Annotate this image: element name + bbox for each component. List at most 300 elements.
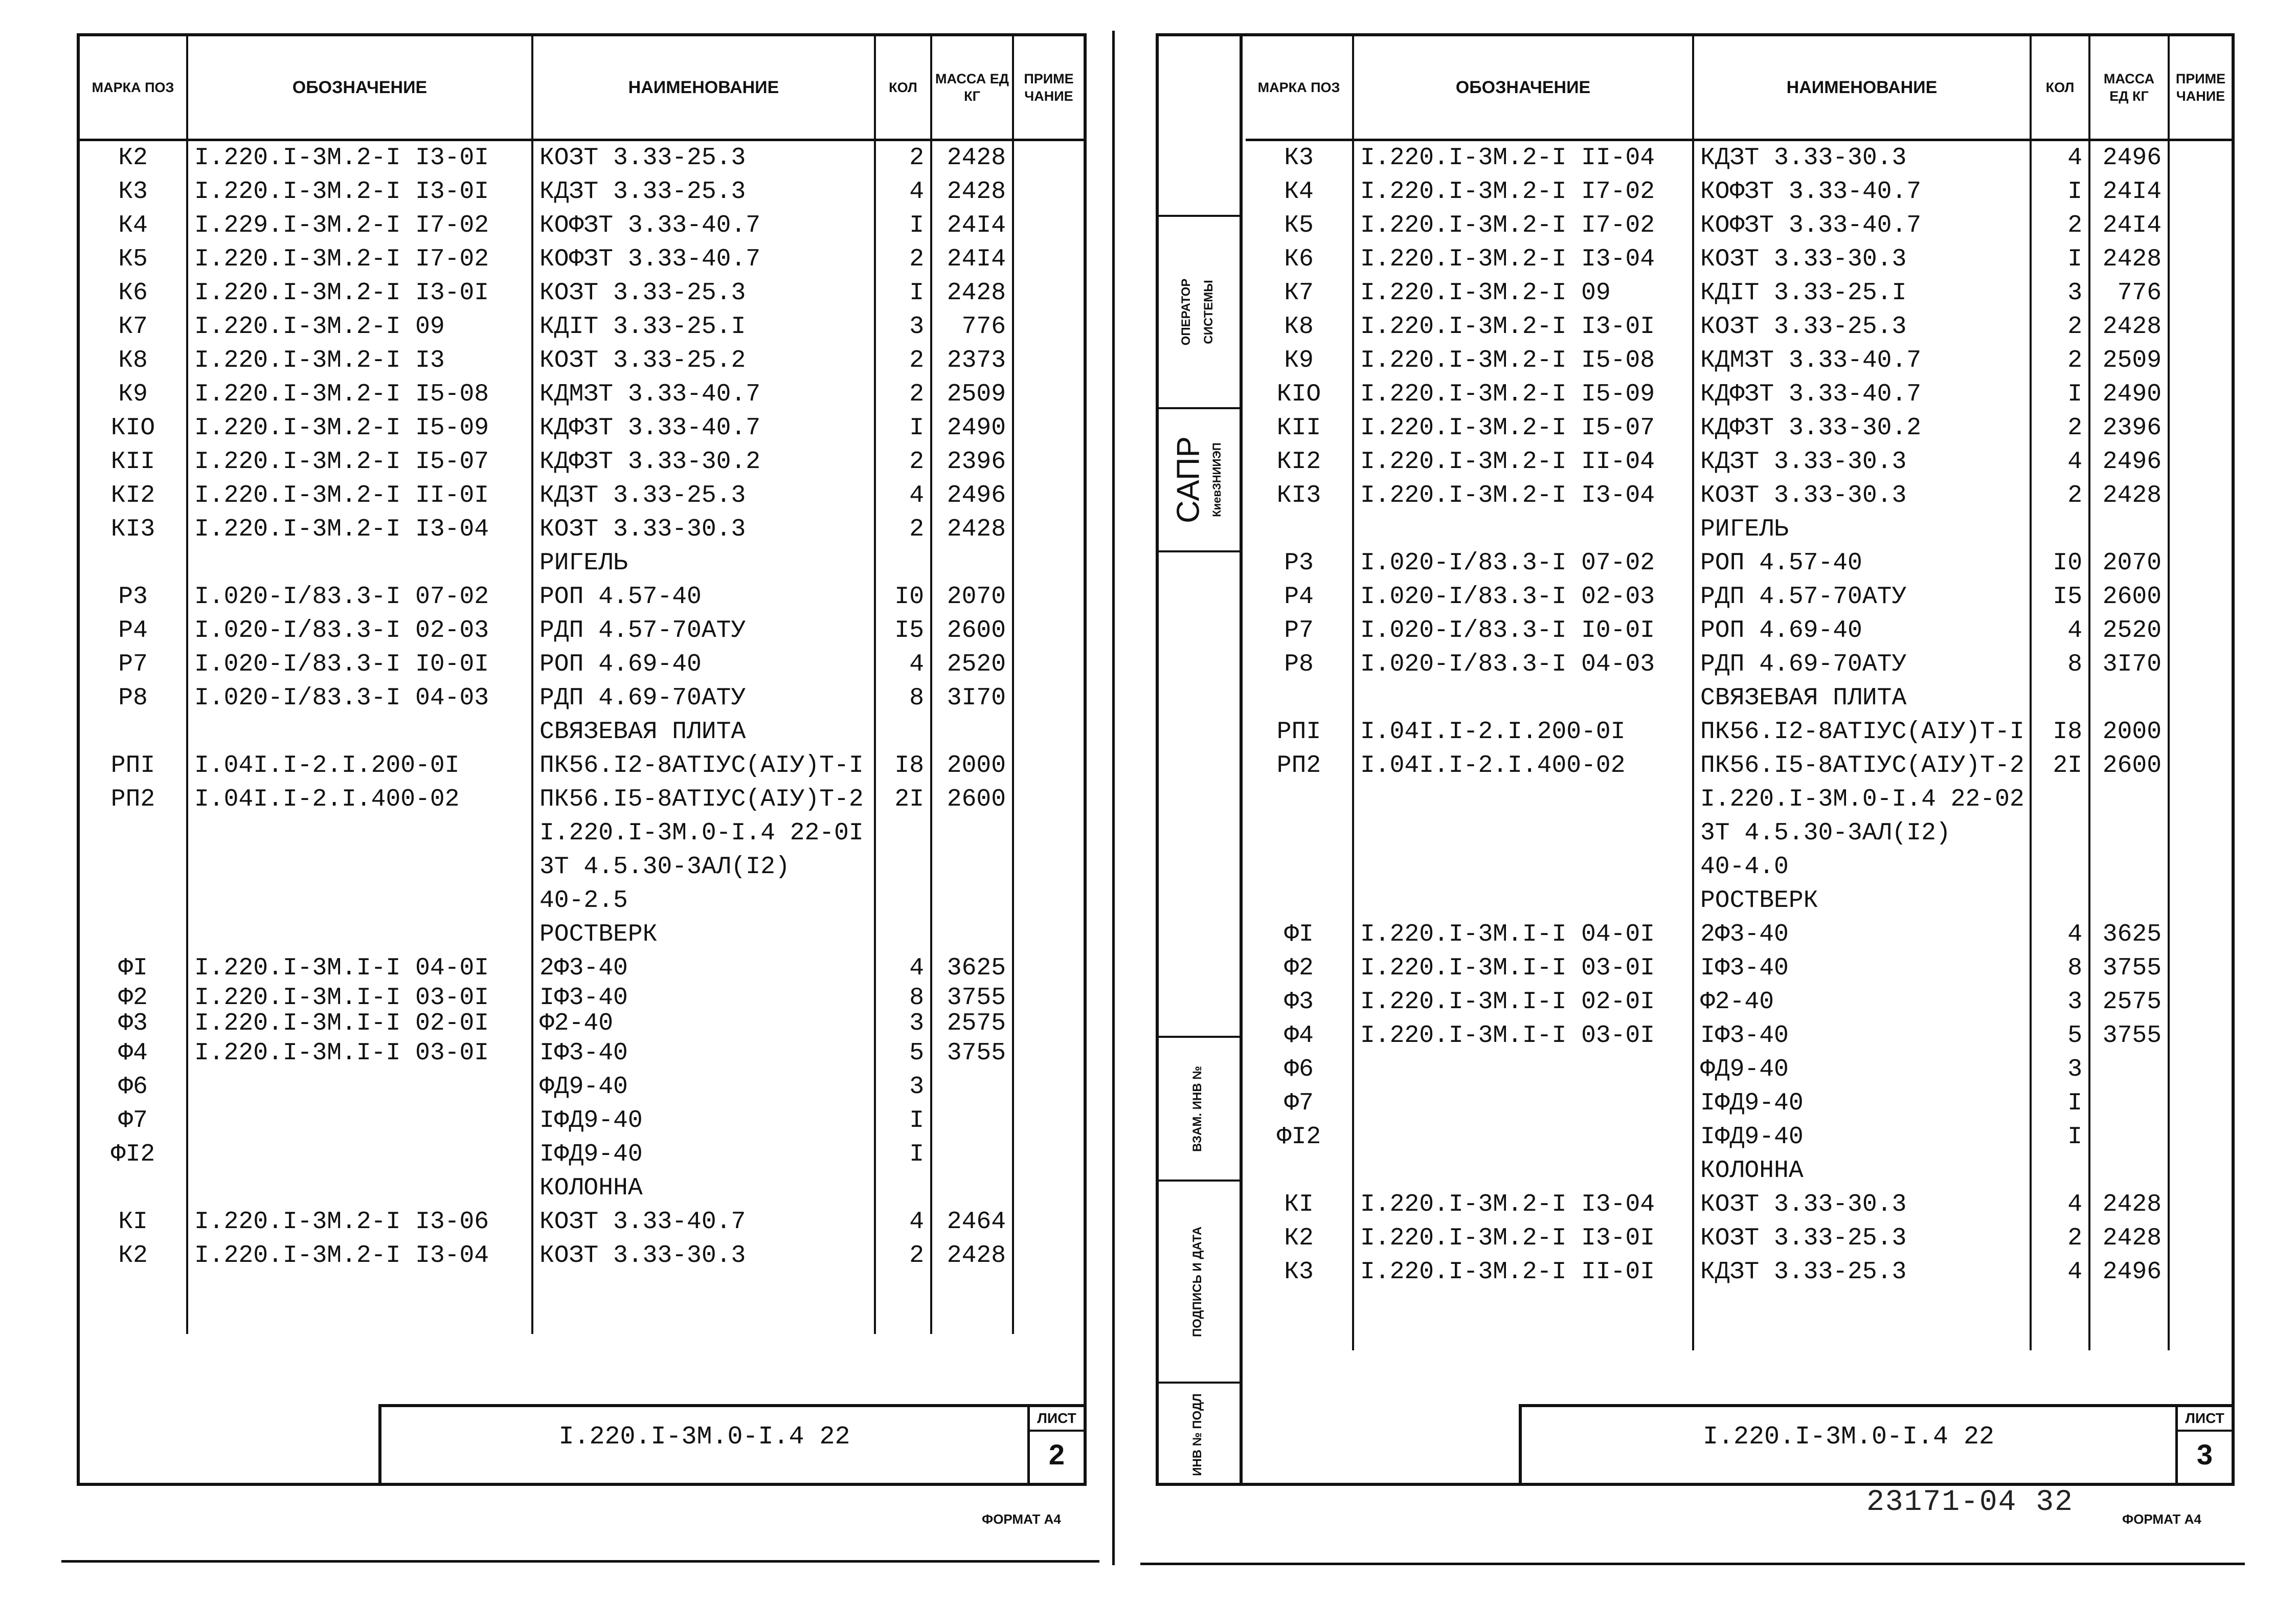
left-spec-body bbox=[80, 140, 1084, 1334]
name-cell: КДЗТ 3.33-25.3 bbox=[532, 175, 875, 209]
left-sheet bbox=[0, 0, 1120, 1602]
designation-cell bbox=[1353, 681, 1693, 715]
name-cell: ПК56.I2-8АТIУС(АIУ)Т-I bbox=[1693, 715, 2031, 749]
mark-cell: Р3 bbox=[80, 580, 187, 614]
name-cell: КДЗТ 3.33-25.3 bbox=[1693, 1255, 2031, 1289]
name-cell: IФД9-40 bbox=[1693, 1086, 2031, 1120]
table-row bbox=[80, 783, 1084, 816]
mark-cell: Р8 bbox=[1246, 648, 1353, 681]
table-row bbox=[1246, 985, 2232, 1019]
designation-cell: I.220.I-3M.I-I 03-0I bbox=[187, 1036, 532, 1070]
mass-cell bbox=[931, 918, 1013, 951]
name-cell: 40-4.0 bbox=[1693, 850, 2031, 884]
qty-cell: I bbox=[2031, 1086, 2089, 1120]
note-cell bbox=[1013, 546, 1084, 580]
mark-cell: Ф6 bbox=[1246, 1053, 1353, 1086]
note-cell bbox=[2169, 445, 2232, 479]
designation-cell bbox=[187, 1070, 532, 1104]
mass-cell: 2496 bbox=[931, 479, 1013, 513]
name-cell: КОЗТ 3.33-30.3 bbox=[1693, 1188, 2031, 1221]
name-cell: ФД9-40 bbox=[1693, 1053, 2031, 1086]
mark-cell: К9 bbox=[80, 377, 187, 411]
mark-cell bbox=[80, 816, 187, 850]
qty-cell bbox=[875, 850, 931, 884]
name-cell: КОЗТ 3.33-25.2 bbox=[532, 344, 875, 377]
name-cell: РДП 4.69-70АТУ bbox=[1693, 648, 2031, 681]
name-cell: РОП 4.57-40 bbox=[1693, 546, 2031, 580]
name-cell: КДЗТ 3.33-30.3 bbox=[1693, 445, 2031, 479]
table-row bbox=[1246, 1120, 2232, 1154]
note-cell bbox=[2169, 884, 2232, 918]
designation-cell: I.04I.I-2.I.400-02 bbox=[187, 783, 532, 816]
table-row bbox=[1246, 749, 2232, 783]
table-row bbox=[80, 1138, 1084, 1171]
mass-cell: 2464 bbox=[931, 1205, 1013, 1239]
qty-cell: I bbox=[875, 1138, 931, 1171]
mark-cell: К3 bbox=[80, 175, 187, 209]
mass-cell: 2000 bbox=[931, 749, 1013, 783]
org-label: КиевЗНИИЭП bbox=[1210, 442, 1223, 517]
note-cell bbox=[1013, 1205, 1084, 1239]
mass-cell: 24I4 bbox=[2089, 209, 2169, 242]
table-row bbox=[1246, 411, 2232, 445]
name-cell: ФД9-40 bbox=[532, 1070, 875, 1104]
section-title: РОСТВЕРК bbox=[532, 918, 875, 951]
qty-cell: 3 bbox=[875, 1011, 931, 1036]
qty-cell bbox=[2031, 850, 2089, 884]
table-row bbox=[1246, 1019, 2232, 1053]
qty-cell: I5 bbox=[2031, 580, 2089, 614]
qty-cell: I bbox=[875, 1104, 931, 1138]
note-cell bbox=[2169, 580, 2232, 614]
right-sheet-number: 3 bbox=[2196, 1438, 2213, 1471]
section-row bbox=[80, 715, 1084, 749]
mass-cell: 3755 bbox=[931, 1036, 1013, 1070]
table-row bbox=[80, 445, 1084, 479]
note-cell bbox=[2169, 513, 2232, 546]
designation-cell: I.220.I-3M.2-I I3-0I bbox=[1353, 310, 1693, 344]
note-cell bbox=[2169, 951, 2232, 985]
name-cell: КДФЗТ 3.33-30.2 bbox=[532, 445, 875, 479]
note-cell bbox=[2169, 175, 2232, 209]
name-cell: ПК56.I5-8АТIУС(АIУ)Т-2 bbox=[532, 783, 875, 816]
table-row bbox=[80, 614, 1084, 648]
designation-cell: I.020-I/83.3-I 07-02 bbox=[187, 580, 532, 614]
mark-cell: КI bbox=[80, 1205, 187, 1239]
section-row bbox=[80, 918, 1084, 951]
note-cell bbox=[1013, 580, 1084, 614]
mark-cell: Р3 bbox=[1246, 546, 1353, 580]
qty-cell: 2I bbox=[875, 783, 931, 816]
mark-cell: КI3 bbox=[1246, 479, 1353, 513]
table-row bbox=[1246, 783, 2232, 816]
qty-cell: 2 bbox=[875, 513, 931, 546]
mark-cell: К8 bbox=[1246, 310, 1353, 344]
filler-cell bbox=[532, 1273, 875, 1334]
right-sheet-label: ЛИСТ bbox=[2178, 1407, 2232, 1432]
table-row bbox=[1246, 648, 2232, 681]
name-cell: РОП 4.69-40 bbox=[532, 648, 875, 681]
designation-cell: I.020-I/83.3-I 07-02 bbox=[1353, 546, 1693, 580]
col-mass-header: МАССА ЕД КГ bbox=[2089, 36, 2169, 140]
mass-cell bbox=[2089, 681, 2169, 715]
table-row bbox=[1246, 918, 2232, 951]
table-row bbox=[80, 681, 1084, 715]
col-qty-header: КОЛ bbox=[875, 36, 931, 140]
section-row bbox=[1246, 681, 2232, 715]
table-row bbox=[80, 1036, 1084, 1070]
qty-cell bbox=[2031, 681, 2089, 715]
col-note-header: ПРИМЕ ЧАНИЕ bbox=[2169, 36, 2232, 140]
mass-cell: 2509 bbox=[2089, 344, 2169, 377]
name-cell: КОЗТ 3.33-30.3 bbox=[532, 513, 875, 546]
designation-cell: I.020-I/83.3-I I0-0I bbox=[1353, 614, 1693, 648]
note-cell bbox=[1013, 310, 1084, 344]
name-cell: КОФЗТ 3.33-40.7 bbox=[532, 242, 875, 276]
note-cell bbox=[1013, 1104, 1084, 1138]
designation-cell: I.220.I-3M.2-I I5-08 bbox=[1353, 344, 1693, 377]
qty-cell: 2 bbox=[2031, 344, 2089, 377]
note-cell bbox=[2169, 377, 2232, 411]
designation-cell: I.220.I-3M.2-I I3-04 bbox=[187, 513, 532, 546]
qty-cell: 4 bbox=[875, 479, 931, 513]
mark-cell bbox=[80, 850, 187, 884]
name-cell: 3Т 4.5.30-3АЛ(I2) bbox=[532, 850, 875, 884]
note-cell bbox=[1013, 749, 1084, 783]
note-cell bbox=[1013, 411, 1084, 445]
name-cell: КОЗТ 3.33-25.3 bbox=[1693, 1221, 2031, 1255]
mark-cell: КI2 bbox=[80, 479, 187, 513]
qty-cell bbox=[875, 715, 931, 749]
table-row bbox=[1246, 1255, 2232, 1289]
table-row bbox=[1246, 614, 2232, 648]
mass-cell: 2600 bbox=[931, 614, 1013, 648]
mark-cell: К7 bbox=[1246, 276, 1353, 310]
name-cell: КДЗТ 3.33-25.3 bbox=[532, 479, 875, 513]
note-cell bbox=[2169, 715, 2232, 749]
mass-cell bbox=[2089, 884, 2169, 918]
table-row bbox=[1246, 344, 2232, 377]
designation-cell: I.220.I-3M.2-I I3 bbox=[187, 344, 532, 377]
qty-cell: 2 bbox=[875, 445, 931, 479]
col-mark-header: МАРКА ПОЗ bbox=[80, 36, 187, 140]
mark-cell: К4 bbox=[1246, 175, 1353, 209]
note-cell bbox=[2169, 276, 2232, 310]
note-cell bbox=[1013, 1011, 1084, 1036]
designation-cell: I.220.I-3M.2-I I5-07 bbox=[187, 445, 532, 479]
name-cell: РОП 4.69-40 bbox=[1693, 614, 2031, 648]
mass-cell: 2520 bbox=[931, 648, 1013, 681]
designation-cell bbox=[187, 1104, 532, 1138]
mass-cell: 2600 bbox=[931, 783, 1013, 816]
mass-cell: 2428 bbox=[2089, 310, 2169, 344]
note-cell bbox=[2169, 816, 2232, 850]
mass-cell: 3755 bbox=[2089, 1019, 2169, 1053]
note-cell bbox=[2169, 1221, 2232, 1255]
designation-cell: I.04I.I-2.I.400-02 bbox=[1353, 749, 1693, 783]
note-cell bbox=[1013, 445, 1084, 479]
filler-cell bbox=[1246, 1289, 1353, 1350]
left-sheet-cell bbox=[1027, 1407, 1084, 1483]
name-cell: КОФЗТ 3.33-40.7 bbox=[532, 209, 875, 242]
mark-cell: Ф6 bbox=[80, 1070, 187, 1104]
note-cell bbox=[2169, 411, 2232, 445]
sapr-stamp bbox=[1156, 409, 1240, 552]
left-title-block bbox=[378, 1404, 1084, 1483]
mark-cell: ФI2 bbox=[80, 1138, 187, 1171]
qty-cell: 2 bbox=[875, 344, 931, 377]
note-cell bbox=[1013, 918, 1084, 951]
designation-cell bbox=[1353, 816, 1693, 850]
name-cell: Ф2-40 bbox=[532, 1011, 875, 1036]
col-name-header: НАИМЕНОВАНИЕ bbox=[1693, 36, 2031, 140]
mass-cell: 2428 bbox=[2089, 242, 2169, 276]
left-spec-table bbox=[80, 36, 1084, 1334]
mass-cell: 2373 bbox=[931, 344, 1013, 377]
table-row bbox=[80, 242, 1084, 276]
mark-cell: КI bbox=[1246, 1188, 1353, 1221]
mark-cell: КII bbox=[80, 445, 187, 479]
name-cell: РОП 4.57-40 bbox=[532, 580, 875, 614]
note-cell bbox=[2169, 1154, 2232, 1188]
name-cell: 2Ф3-40 bbox=[532, 951, 875, 985]
qty-cell: 8 bbox=[2031, 648, 2089, 681]
note-cell bbox=[1013, 209, 1084, 242]
designation-cell bbox=[1353, 884, 1693, 918]
note-cell bbox=[1013, 681, 1084, 715]
mass-cell: 2496 bbox=[2089, 1255, 2169, 1289]
mark-cell bbox=[80, 715, 187, 749]
designation-cell: I.220.I-3M.I-I 02-0I bbox=[1353, 985, 1693, 1019]
qty-cell: I8 bbox=[875, 749, 931, 783]
mass-cell: 2490 bbox=[2089, 377, 2169, 411]
qty-cell: 2 bbox=[875, 140, 931, 175]
mass-cell: 24I4 bbox=[2089, 175, 2169, 209]
table-row bbox=[1246, 1188, 2232, 1221]
name-cell: РДП 4.69-70АТУ bbox=[532, 681, 875, 715]
name-cell: КДМЗТ 3.33-40.7 bbox=[1693, 344, 2031, 377]
table-row bbox=[1246, 816, 2232, 850]
qty-cell: 8 bbox=[2031, 951, 2089, 985]
mark-cell: К5 bbox=[80, 242, 187, 276]
col-mark-header: МАРКА ПОЗ bbox=[1246, 36, 1353, 140]
sign-label: ПОДПИСЬ И ДАТА bbox=[1190, 1226, 1204, 1337]
filler-cell bbox=[1693, 1289, 2031, 1350]
table-row bbox=[80, 1239, 1084, 1273]
note-cell bbox=[2169, 1053, 2232, 1086]
qty-cell bbox=[875, 918, 931, 951]
name-cell: РДП 4.57-70АТУ bbox=[1693, 580, 2031, 614]
designation-cell: I.220.I-3M.2-I II-04 bbox=[1353, 445, 1693, 479]
section-row bbox=[1246, 1154, 2232, 1188]
qty-cell: 2 bbox=[2031, 1221, 2089, 1255]
table-row bbox=[80, 276, 1084, 310]
qty-cell: 2 bbox=[2031, 209, 2089, 242]
qty-cell: 2 bbox=[2031, 310, 2089, 344]
table-row bbox=[1246, 175, 2232, 209]
col-designation-header: ОБОЗНАЧЕНИЕ bbox=[1353, 36, 1693, 140]
mass-cell bbox=[2089, 816, 2169, 850]
table-row bbox=[1246, 1221, 2232, 1255]
mass-cell bbox=[931, 715, 1013, 749]
right-binding-strip bbox=[1156, 33, 1243, 1486]
mark-cell bbox=[80, 918, 187, 951]
mass-cell bbox=[2089, 513, 2169, 546]
qty-cell bbox=[2031, 884, 2089, 918]
mark-cell bbox=[1246, 816, 1353, 850]
note-cell bbox=[2169, 546, 2232, 580]
note-cell bbox=[2169, 209, 2232, 242]
table-row bbox=[80, 1011, 1084, 1036]
name-cell: РДП 4.57-70АТУ bbox=[532, 614, 875, 648]
qty-cell: 2 bbox=[875, 377, 931, 411]
section-title: СВЯЗЕВАЯ ПЛИТА bbox=[1693, 681, 2031, 715]
mark-cell: К2 bbox=[80, 140, 187, 175]
mark-cell bbox=[80, 884, 187, 918]
name-cell: I.220.I-3M.0-I.4 22-0I bbox=[532, 816, 875, 850]
filler-cell bbox=[187, 1273, 532, 1334]
qty-cell: 4 bbox=[875, 1205, 931, 1239]
table-row bbox=[80, 749, 1084, 783]
sapr-label: САПР bbox=[1170, 436, 1206, 523]
table-row bbox=[1246, 1086, 2232, 1120]
name-cell: КОФЗТ 3.33-40.7 bbox=[1693, 209, 2031, 242]
name-cell: IФД9-40 bbox=[532, 1104, 875, 1138]
table-row bbox=[80, 884, 1084, 918]
right-header-row bbox=[1246, 36, 2232, 140]
left-format-label: ФОРМАТ А4 bbox=[982, 1511, 1061, 1527]
mark-cell: Ф4 bbox=[80, 1036, 187, 1070]
name-cell: ПК56.I5-8АТIУС(АIУ)Т-2 bbox=[1693, 749, 2031, 783]
designation-cell: I.020-I/83.3-I 02-03 bbox=[1353, 580, 1693, 614]
name-cell: КДМЗТ 3.33-40.7 bbox=[532, 377, 875, 411]
mass-cell bbox=[931, 850, 1013, 884]
qty-cell: 4 bbox=[875, 648, 931, 681]
note-cell bbox=[2169, 749, 2232, 783]
mark-cell: К6 bbox=[1246, 242, 1353, 276]
mass-cell: 3I70 bbox=[2089, 648, 2169, 681]
filler-cell bbox=[1013, 1273, 1084, 1334]
designation-cell bbox=[187, 884, 532, 918]
table-row bbox=[80, 344, 1084, 377]
mass-cell: 2428 bbox=[2089, 479, 2169, 513]
table-row bbox=[80, 850, 1084, 884]
name-cell: КДIТ 3.33-25.I bbox=[532, 310, 875, 344]
note-cell bbox=[1013, 1070, 1084, 1104]
designation-cell: I.220.I-3M.2-I I5-09 bbox=[187, 411, 532, 445]
mark-cell: Р7 bbox=[80, 648, 187, 681]
mass-cell bbox=[2089, 1154, 2169, 1188]
note-cell bbox=[1013, 850, 1084, 884]
note-cell bbox=[2169, 1019, 2232, 1053]
left-sheet-edge bbox=[1112, 31, 1115, 1565]
operator-stamp bbox=[1156, 215, 1240, 409]
mark-cell bbox=[1246, 681, 1353, 715]
note-cell bbox=[2169, 985, 2232, 1019]
right-spec-body bbox=[1246, 140, 2232, 1351]
table-row bbox=[1246, 209, 2232, 242]
mark-cell: Р4 bbox=[1246, 580, 1353, 614]
qty-cell: 4 bbox=[2031, 445, 2089, 479]
mark-cell: КII bbox=[1246, 411, 1353, 445]
qty-cell: 5 bbox=[2031, 1019, 2089, 1053]
mass-cell bbox=[931, 816, 1013, 850]
filler-cell bbox=[1353, 1289, 1693, 1350]
table-row bbox=[80, 580, 1084, 614]
mass-cell bbox=[931, 546, 1013, 580]
mass-cell: 2600 bbox=[2089, 749, 2169, 783]
designation-cell: I.220.I-3M.I-I 03-0I bbox=[1353, 951, 1693, 985]
note-cell bbox=[1013, 1036, 1084, 1070]
designation-cell: I.220.I-3M.I-I 04-0I bbox=[1353, 918, 1693, 951]
table-row bbox=[1246, 850, 2232, 884]
section-title: КОЛОННА bbox=[1693, 1154, 2031, 1188]
note-cell bbox=[1013, 648, 1084, 681]
qty-cell bbox=[875, 546, 931, 580]
section-title: СВЯЗЕВАЯ ПЛИТА bbox=[532, 715, 875, 749]
note-cell bbox=[2169, 614, 2232, 648]
designation-cell: I.220.I-3M.2-I 09 bbox=[187, 310, 532, 344]
mark-cell: К4 bbox=[80, 209, 187, 242]
note-cell bbox=[1013, 175, 1084, 209]
qty-cell: 4 bbox=[2031, 1255, 2089, 1289]
qty-cell: 3 bbox=[875, 310, 931, 344]
mass-cell: 3625 bbox=[2089, 918, 2169, 951]
designation-cell bbox=[187, 546, 532, 580]
mark-cell: Ф7 bbox=[80, 1104, 187, 1138]
designation-cell: I.220.I-3M.2-I I3-0I bbox=[187, 140, 532, 175]
mass-cell bbox=[2089, 1086, 2169, 1120]
mass-cell bbox=[2089, 1053, 2169, 1086]
mark-cell: КI2 bbox=[1246, 445, 1353, 479]
mass-cell: 2070 bbox=[2089, 546, 2169, 580]
left-doc-code: I.220.I-3M.0-I.4 22 bbox=[558, 1422, 850, 1452]
left-bottom-rule bbox=[61, 1560, 1099, 1563]
designation-cell: I.220.I-3M.2-I I5-09 bbox=[1353, 377, 1693, 411]
name-cell: КОЗТ 3.33-25.3 bbox=[1693, 310, 2031, 344]
inv-label: ИНВ № ПОДЛ bbox=[1190, 1393, 1204, 1476]
section-title: РИГЕЛЬ bbox=[1693, 513, 2031, 546]
table-row bbox=[1246, 715, 2232, 749]
note-cell bbox=[2169, 1188, 2232, 1221]
qty-cell: I0 bbox=[2031, 546, 2089, 580]
name-cell: I.220.I-3M.0-I.4 22-02 bbox=[1693, 783, 2031, 816]
table-row bbox=[80, 1070, 1084, 1104]
name-cell: 2Ф3-40 bbox=[1693, 918, 2031, 951]
note-cell bbox=[2169, 918, 2232, 951]
table-row bbox=[1246, 377, 2232, 411]
name-cell: КОЗТ 3.33-30.3 bbox=[1693, 479, 2031, 513]
mass-cell: 2509 bbox=[931, 377, 1013, 411]
designation-cell: I.020-I/83.3-I 02-03 bbox=[187, 614, 532, 648]
designation-cell: I.020-I/83.3-I I0-0I bbox=[187, 648, 532, 681]
name-cell: КОЗТ 3.33-25.3 bbox=[532, 276, 875, 310]
designation-cell: I.229.I-3M.2-I I7-02 bbox=[187, 209, 532, 242]
qty-cell: 3 bbox=[2031, 985, 2089, 1019]
filler-cell bbox=[2169, 1289, 2232, 1350]
mass-cell bbox=[2089, 783, 2169, 816]
mark-cell: К2 bbox=[1246, 1221, 1353, 1255]
designation-cell: I.220.I-3M.2-I I3-04 bbox=[187, 1239, 532, 1273]
table-row bbox=[80, 209, 1084, 242]
note-cell bbox=[1013, 614, 1084, 648]
table-row bbox=[80, 1205, 1084, 1239]
note-cell bbox=[2169, 1120, 2232, 1154]
col-note-header: ПРИМЕ ЧАНИЕ bbox=[1013, 36, 1084, 140]
vzam-stamp bbox=[1156, 1036, 1240, 1182]
note-cell bbox=[2169, 783, 2232, 816]
qty-cell: 8 bbox=[875, 985, 931, 1011]
